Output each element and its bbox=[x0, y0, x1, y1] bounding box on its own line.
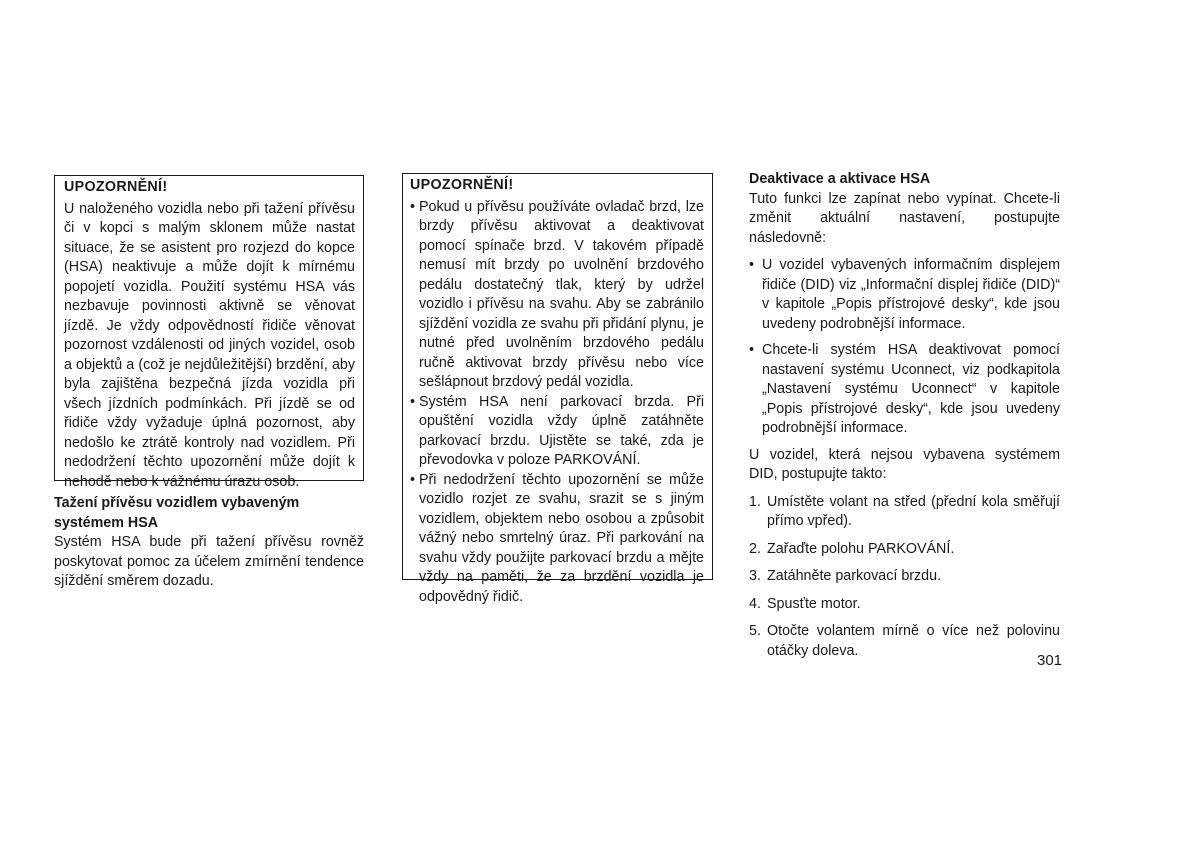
step-number: 1. bbox=[749, 493, 761, 510]
warning-title: UPOZORNĚNÍ! bbox=[64, 179, 168, 195]
step-text: Zařaďte polohu PARKOVÁNÍ. bbox=[767, 540, 955, 557]
section-heading-line1: Tažení přívěsu vozidlem vybaveným bbox=[54, 495, 300, 511]
step-text: Otočte volantem mírně o více než polovinu otáčky doleva. bbox=[767, 623, 1060, 659]
step-number: 5. bbox=[749, 623, 761, 639]
warning-title: UPOZORNĚNÍ! bbox=[410, 177, 514, 193]
step-number: 4. bbox=[749, 595, 761, 612]
right-column bbox=[749, 170, 1063, 669]
procedure-intro: U vozidel, která nejsou vybavena systémem DID, postupujte takto: bbox=[749, 446, 1060, 482]
procedure-steps bbox=[749, 493, 1060, 662]
step-number: 3. bbox=[749, 568, 761, 584]
step-item bbox=[749, 595, 1060, 615]
towing-section bbox=[54, 494, 364, 592]
step-item bbox=[749, 493, 1060, 532]
left-column bbox=[54, 175, 364, 592]
section-heading-line2: systémem HSA bbox=[54, 514, 159, 531]
step-number: 2. bbox=[749, 540, 761, 557]
middle-column bbox=[402, 173, 713, 605]
step-item bbox=[749, 540, 1060, 560]
section-heading bbox=[54, 494, 364, 533]
step-item bbox=[749, 567, 1060, 587]
section-text: Systém HSA bude při tažení přívěsu rovněž poskytovat pomoc za účelem zmírnění tendence sjíždění směrem dozadu. bbox=[54, 534, 364, 589]
section-heading: Deaktivace a aktivace HSA bbox=[749, 171, 931, 187]
info-bullet: • Chcete-li systém HSA deaktivovat pomocí nastavení systému Uconnect, viz podkapitola „Nastavení systému Uconnect“ v kapitole „Popis přístrojové desky“, kde jsou uvedeny podrobnější informace. bbox=[749, 341, 1060, 439]
warning-bullet: • Pokud u přívěsu používáte ovladač brzd, lze brzdy přívěsu aktivovat a deaktivovat pomocí spínače brzd. V takovém případě nemusí mít brzdy po uvolnění brzdového pedálu dostatečný tlak, který by udržel vozidlo i přívěsu na svahu. Aby se zabránilo sjíždění vozidla ze svahu při přidání plynu, je nutné před uvolněním brzdového pedálu ručně aktivovat brzdy přívěsu nebo více sešlápnout brzdový pedál vozidla. bbox=[410, 198, 704, 393]
info-bullets bbox=[749, 256, 1060, 439]
warning-text: U naloženého vozidla nebo při tažení přívěsu či v kopci s malým sklonem může nastat situace, že se asistent pro rozjezd do kopce (HSA) neaktivuje a může dojít k mírnému popojetí vozidla. Použití systému HSA vás nezbavuje povinnosti aktivně se věnovat jízdě. Je vždy odpovědností řidiče věnovat pozornost vzdálenosti od jiných vozidel, osob a objektů a (což je nejdůležitější) brzdění, aby byla zajištěna bezpečná jízda vozidla při všech jízdních podmínkách. Při jízdě se od řidiče vždy vyžaduje úplná pozornost, aby nedošlo ke ztrátě kontroly nad vozidlem. Při nedodržení těchto upozornění může dojít k nehodě nebo k vážnému úrazu osob. bbox=[64, 200, 355, 490]
intro-text: Tuto funkci lze zapínat nebo vypínat. Chcete-li změnit aktuální nastavení, postupujte následovně: bbox=[749, 190, 1060, 246]
warning-box-middle bbox=[402, 173, 713, 605]
step-item bbox=[749, 622, 1060, 661]
step-text: Spusťte motor. bbox=[767, 595, 861, 612]
info-bullet: • U vozidel vybavených informačním displejem řidiče (DID) viz „Informační displej řidiče (DID)“ v kapitole „Popis přístrojové desky“, kde jsou uvedeny podrobnější informace. bbox=[749, 256, 1060, 334]
page-number: 301 bbox=[1037, 652, 1063, 669]
warning-bullet: • Při nedodržení těchto upozornění se může vozidlo rozjet ze svahu, srazit se s jiným vozidlem, objektem nebo osobou a způsobit vážný nebo smrtelný úraz. Při parkování na svahu vždy použijte parkovací brzdu a mějte vždy na paměti, že za brzdění vozidla je odpovědný řidič. bbox=[410, 471, 704, 608]
warning-box-left bbox=[54, 175, 364, 490]
step-text: Zatáhněte parkovací brzdu. bbox=[767, 568, 942, 584]
warning-bullets bbox=[410, 198, 704, 608]
warning-bullet: • Systém HSA není parkovací brzda. Při opuštění vozidla vždy úplně zatáhněte parkovací brzdu. Ujistěte se také, zda je převodovka v poloze PARKOVÁNÍ. bbox=[410, 393, 704, 471]
step-text: Umístěte volant na střed (přední kola směřují přímo vpřed). bbox=[767, 493, 1060, 529]
